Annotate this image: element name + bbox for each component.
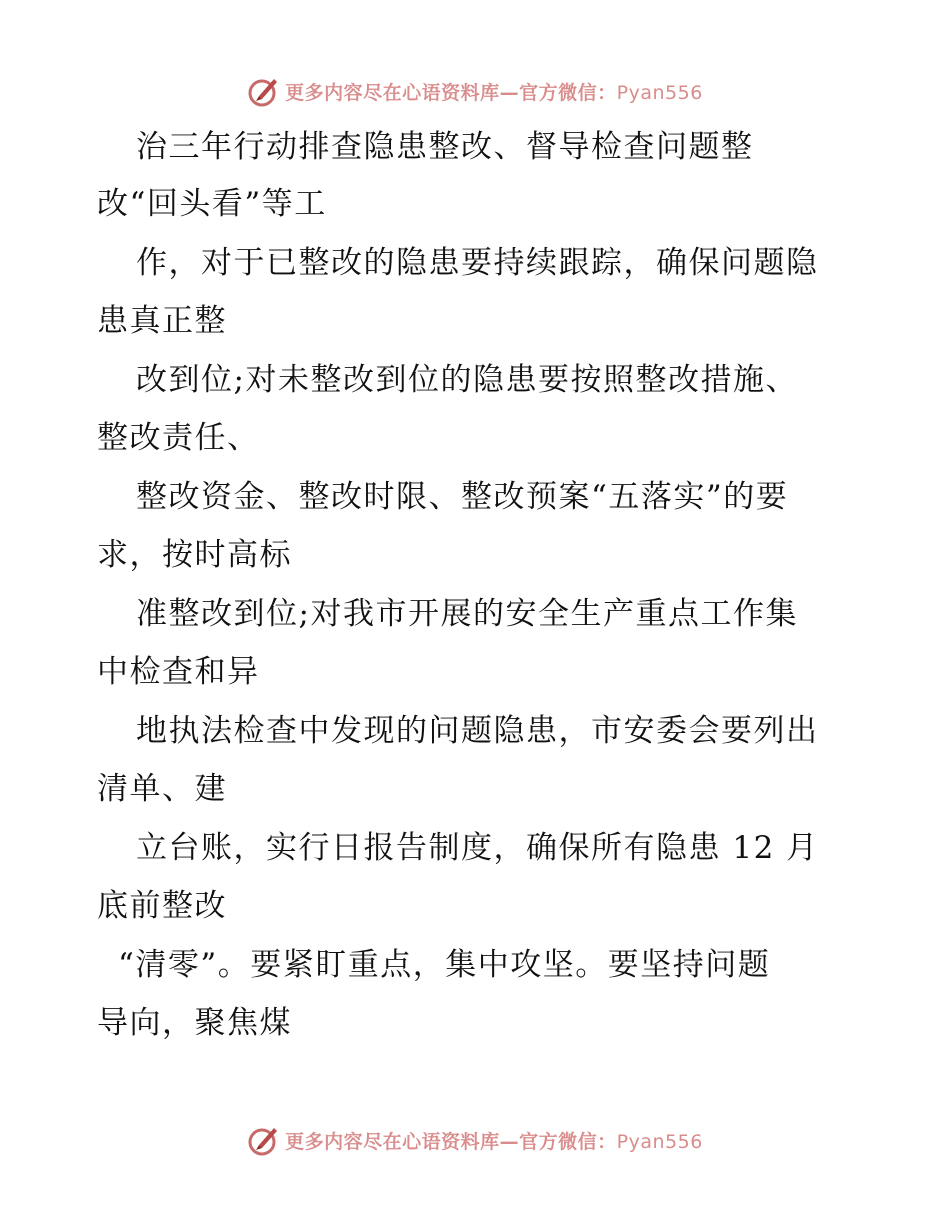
watermark-text: 更多内容尽在心语资料库—官方微信： [285, 81, 617, 104]
text-line: 清单、建 [97, 771, 227, 807]
text-line: 底前整改 [97, 888, 227, 924]
text-line: 整改资金、整改时限、整改预案“五落实”的要 [136, 479, 789, 515]
text-line: 患真正整 [97, 303, 227, 339]
text-line: 整改责任、 [97, 420, 260, 456]
text-line: 改到位;对未整改到位的隐患要按照整改措施、 [136, 362, 798, 398]
footer-watermark [0, 1120, 950, 1160]
text-line: 求，按时高标 [97, 537, 292, 573]
text-line: 准整改到位;对我市开展的安全生产重点工作集 [136, 596, 798, 632]
text-line: 地执法检查中发现的问题隐患，市安委会要列出 [136, 713, 819, 749]
text-line: 治三年行动排查隐患整改、督导检查问题整 [136, 129, 754, 165]
watermark-wechat-id: Pyan556 [616, 1130, 703, 1153]
text-line: 导向，聚焦煤 [97, 1005, 292, 1041]
text-line: 中检查和异 [97, 654, 260, 690]
text-line: 改“回头看”等工 [97, 186, 327, 222]
quill-logo-icon [247, 1123, 281, 1157]
text-line: 立台账，实行日报告制度，确保所有隐患 12 月 [136, 830, 819, 866]
text-line: “清零”。要紧盯重点，集中攻坚。要坚持问题 [118, 947, 771, 983]
watermark-text: 更多内容尽在心语资料库—官方微信： [285, 1130, 617, 1153]
text-line: 作，对于已整改的隐患要持续跟踪，确保问题隐 [136, 245, 819, 281]
watermark-wechat-id: Pyan556 [616, 81, 703, 104]
